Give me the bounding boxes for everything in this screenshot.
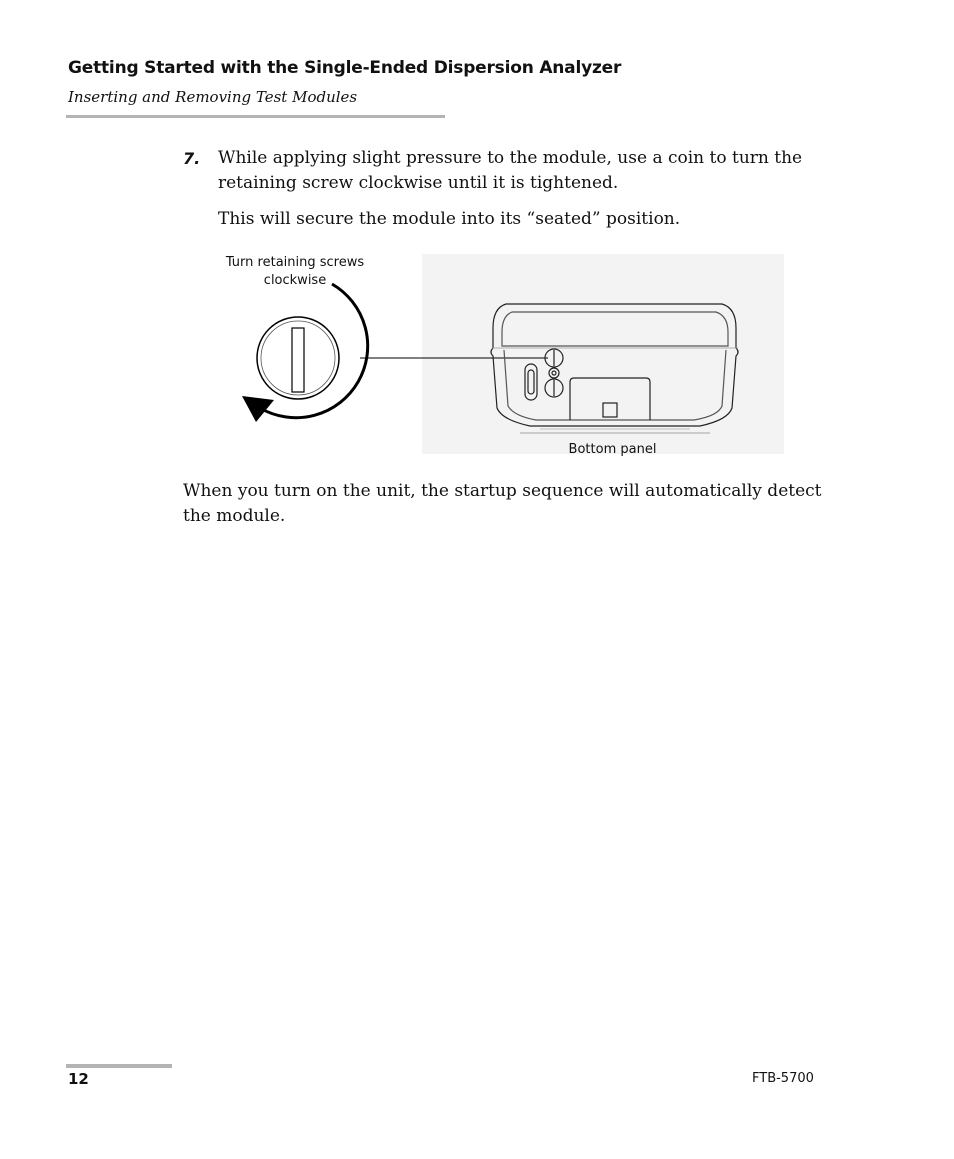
section-title: Getting Started with the Single-Ended Dispersion Analyzer [68, 58, 622, 78]
footer-divider [66, 1064, 172, 1068]
page-number: 12 [68, 1070, 89, 1088]
screw-slot [292, 328, 304, 392]
step-note: This will secure the module into its “seated” position. [218, 209, 681, 229]
closing-paragraph: When you turn on the unit, the startup sequence will automatically detect the module. [183, 481, 822, 526]
retaining-screw-figure [210, 248, 800, 468]
figure-callout-label: Turn retaining screws clockwise [225, 255, 365, 288]
figure-panel-label: Bottom panel [568, 442, 657, 457]
rotation-arrowhead [242, 396, 274, 422]
step-instruction: While applying slight pressure to the module, use a coin to turn the retaining screw clockwise until it is tightened. [218, 148, 803, 193]
section-subtitle: Inserting and Removing Test Modules [68, 88, 358, 106]
header-divider [66, 115, 445, 118]
product-name: FTB-5700 [752, 1071, 814, 1086]
device-image-background [422, 254, 784, 454]
step-number: 7. [183, 149, 201, 168]
